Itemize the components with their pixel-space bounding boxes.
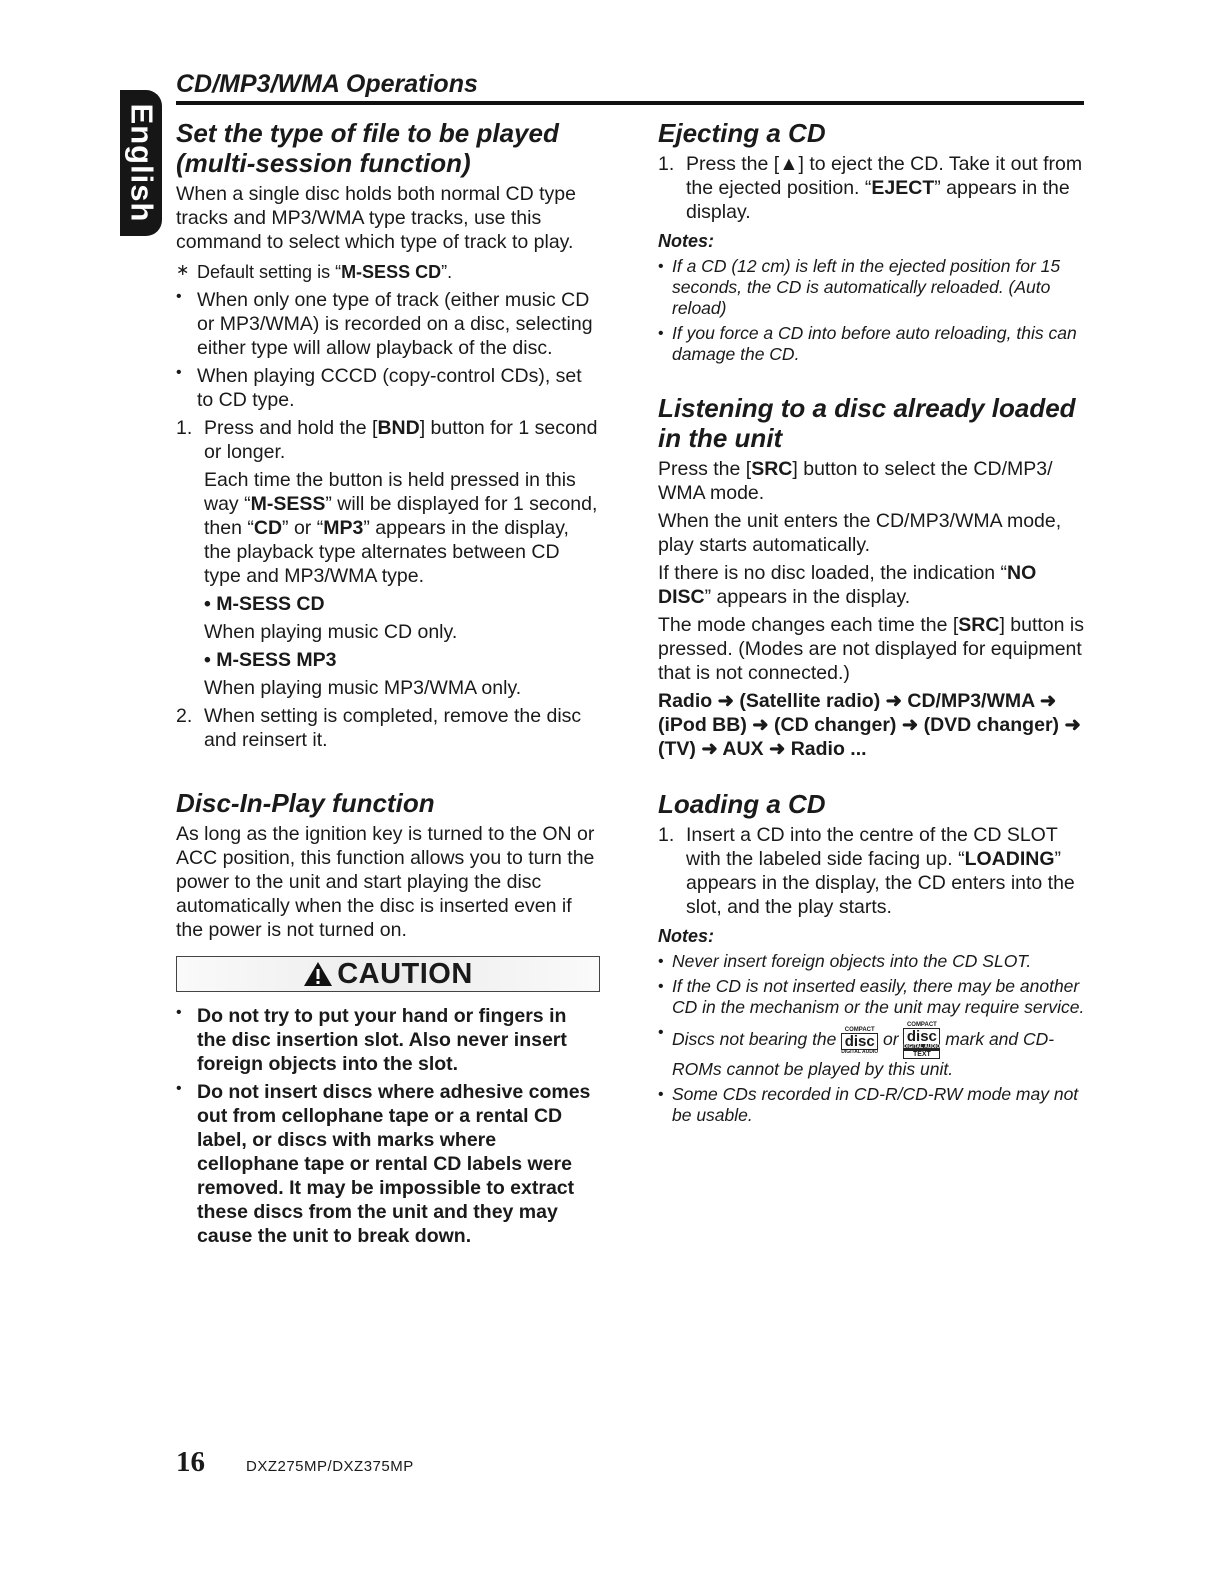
eject-heading: Ejecting a CD — [658, 118, 826, 148]
language-tab-label: English — [124, 103, 160, 223]
warning-triangle-icon — [303, 961, 333, 987]
loading-step-text: Insert a CD into the centre of the CD SLOT with the labeled side facing up. “LOADING” appears in the display, the CD enters into the slot, and the play starts. — [686, 824, 1075, 918]
default-setting-text: Default setting is “M-SESS CD”. — [197, 262, 453, 282]
heading-line-2: in the unit — [658, 423, 783, 453]
note-text: Never insert foreign objects into the CD SLOT. — [672, 951, 1032, 971]
option-msess-cd: • M-SESS CD — [204, 593, 325, 615]
step-1-text: Press and hold the [BND] button for 1 second or longer. — [204, 417, 598, 463]
list-item — [176, 288, 600, 360]
step-number: 2. — [176, 705, 193, 727]
compact-disc-digital-audio-logo: COMPACT disc DIGITAL AUDIO — [841, 1026, 879, 1055]
eject-step-1 — [658, 152, 1086, 224]
caution-banner — [176, 956, 600, 992]
asterisk-mark: ∗ — [176, 262, 190, 279]
loading-notes-label: Notes: — [658, 926, 715, 946]
list-item — [658, 951, 1086, 972]
bullet-text: When only one type of track (either music CD or MP3/WMA) is recorded on a disc, selecting either type will allow playback of the disc. — [197, 289, 593, 359]
loading-step-1 — [658, 823, 1086, 919]
heading-line-1: Set the type of file to be played — [176, 118, 559, 148]
list-item — [176, 364, 600, 412]
step-2 — [176, 704, 600, 752]
list-item — [176, 1004, 600, 1076]
heading-line-2: (multi-session function) — [176, 148, 471, 178]
list-item — [658, 1022, 1086, 1080]
page-number: 16 — [176, 1446, 205, 1478]
caution-text: Do not try to put your hand or fingers in the disc insertion slot. Also never insert foreign objects into the slot. — [197, 1005, 567, 1075]
left-column — [176, 118, 600, 1248]
caution-label: CAUTION — [337, 957, 473, 990]
eject-step-text: Press the [▲] to eject the CD. Take it out from the ejected position. “EJECT” appears in the display. — [686, 153, 1083, 223]
note-text: If a CD (12 cm) is left in the ejected position for 15 seconds, the CD is automatically reloaded. (Auto reload) — [672, 256, 1061, 318]
right-column — [658, 118, 1086, 1126]
bullet-mark: • — [658, 1086, 664, 1103]
bullet-mark: • — [658, 953, 664, 970]
note-text: Some CDs recorded in CD-R/CD-RW mode may not be usable. — [672, 1084, 1079, 1125]
bullet-mark: • — [176, 288, 182, 305]
heading-line-1: Listening to a disc already loaded — [658, 393, 1076, 423]
bullet-mark: • — [176, 364, 182, 381]
loading-heading: Loading a CD — [658, 789, 826, 819]
multi-session-heading — [176, 118, 600, 178]
listening-p4: The mode changes each time the [SRC] button is pressed. (Modes are not displayed for equipment that is not connected.) — [658, 614, 1084, 684]
listening-p2: When the unit enters the CD/MP3/WMA mode, play starts automatically. — [658, 510, 1062, 556]
list-item — [176, 1080, 600, 1248]
bullet-text: When playing CCCD (copy-control CDs), set to CD type. — [197, 365, 582, 411]
listening-p3: If there is no disc loaded, the indication “NO DISC” appears in the display. — [658, 562, 1037, 608]
eject-notes-label: Notes: — [658, 231, 715, 251]
model-number: DXZ275MP/DXZ375MP — [246, 1458, 414, 1475]
language-tab — [120, 90, 162, 236]
note-text: If the CD is not inserted easily, there may be another CD in the mechanism or the unit may require service. — [672, 976, 1085, 1017]
step-number: 1. — [658, 153, 675, 175]
disc-in-play-heading: Disc-In-Play function — [176, 788, 435, 818]
listening-p1: Press the [SRC] button to select the CD/MP3/ WMA mode. — [658, 458, 1053, 504]
mode-sequence: Radio ➜ (Satellite radio) ➜ CD/MP3/WMA ➜ (iPod BB) ➜ (CD changer) ➜ (DVD changer) ➜ (TV) ➜ AUX ➜ Radio ... — [658, 690, 1081, 760]
bullet-mark: • — [658, 258, 664, 275]
bullet-mark: • — [176, 1080, 182, 1097]
list-item — [658, 323, 1086, 365]
multi-session-intro: When a single disc holds both normal CD type tracks and MP3/WMA type tracks, use this command to select which type of track to play. — [176, 183, 576, 253]
compact-disc-digital-audio-text-logo: COMPACT disc DIGITAL AUDIO TEXT — [903, 1022, 941, 1058]
default-setting-note — [176, 260, 600, 284]
listening-heading — [658, 393, 1086, 453]
step-number: 1. — [176, 417, 193, 439]
option-msess-mp3: • M-SESS MP3 — [204, 649, 337, 671]
list-item — [658, 976, 1086, 1018]
step-number: 1. — [658, 824, 675, 846]
step-1 — [176, 416, 600, 700]
bullet-mark: • — [176, 1004, 182, 1021]
step-1-detail: Each time the button is held pressed in this way “M-SESS” will be displayed for 1 second, then “CD” or “MP3” appears in the display, the playback type alternates between CD type and MP3/WMA type. — [204, 469, 598, 587]
step-2-text: When setting is completed, remove the disc and reinsert it. — [204, 705, 582, 751]
disc-in-play-body: As long as the ignition key is turned to the ON or ACC position, this function allows you to turn the power to the unit and start playing the disc automatically when the disc is inserted even if the power is not turned on. — [176, 823, 595, 941]
caution-list — [176, 1004, 600, 1248]
note-text: If you force a CD into before auto reloading, this can damage the CD. — [672, 323, 1077, 364]
bullet-mark: • — [658, 1024, 664, 1041]
bullet-mark: • — [658, 978, 664, 995]
option-msess-cd-desc: When playing music CD only. — [204, 621, 458, 643]
note-text-with-logos: Discs not bearing the COMPACT disc DIGITAL AUDIO or COMPACT disc DIGITAL AUDIO TEXT mark and CD-ROMs cannot be played by this unit. — [672, 1022, 1055, 1079]
option-msess-mp3-desc: When playing music MP3/WMA only. — [204, 677, 522, 699]
section-header-title: CD/MP3/WMA Operations — [176, 70, 478, 98]
header-divider — [176, 101, 1084, 105]
caution-text: Do not insert discs where adhesive comes out from cellophane tape or a rental CD label, or discs with marks where cellophane tape or rental CD labels were removed. It may be impossible to extract these discs from the unit and they may cause the unit to break down. — [197, 1081, 591, 1247]
bullet-mark: • — [658, 325, 664, 342]
list-item — [658, 1084, 1086, 1126]
list-item — [658, 256, 1086, 319]
eject-key-icon: ▲ — [779, 153, 799, 175]
